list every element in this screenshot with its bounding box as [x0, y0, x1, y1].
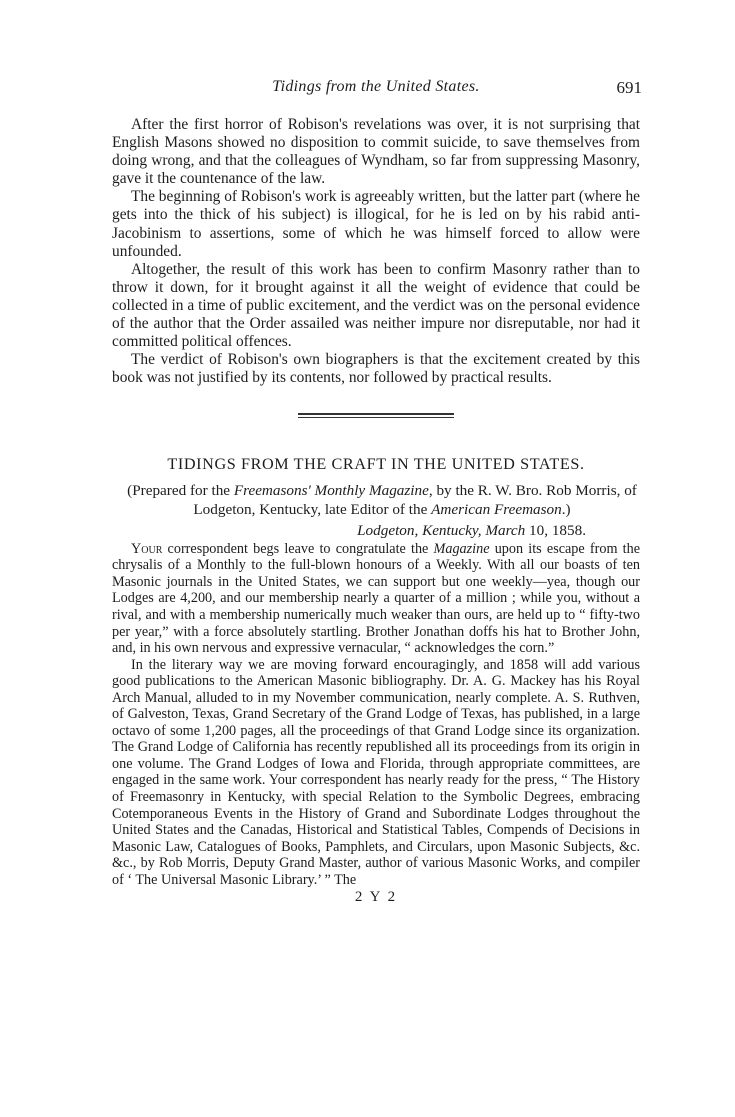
- dateline: [112, 521, 640, 541]
- byline-text: .): [561, 500, 571, 518]
- byline-magazine-title: Freemasons' Monthly Magazine: [233, 481, 429, 499]
- paragraph: Altogether, the result of this work has been to confirm Masonry rather than to throw it down, for it brought against it all the weight of evidence that could be collected in a time of public excitement, and the verdict was on the personal evidence of the author that the Order assailed was neither impure nor disreputable, nor had it committed political offences.: [112, 260, 640, 351]
- paragraph: In the literary way we are moving forward encouragingly, and 1858 will add various good publications to the American Masonic bibliography. Dr. A. G. Mackey has his Royal Arch Manual, alluded to in my November communication, nearly complete. A. S. Ruthven, of Galveston, Texas, Grand Secretary of the Grand Lodge of Texas, has published, in a large octavo of some 1,200 pages, all the proceedings of that Grand Lodge since its organization. The Grand Lodge of California has recently republished all its proceedings from its origin in one volume. The Grand Lodges of Iowa and Florida, through appropriate committees, are engaged in the same work. Your correspondent has nearly ready for the press, “ The History of Freemasonry in Kentucky, with special Relation to the Symbolic Degrees, embracing Cotemporaneous Events in the History of Grand and Subordinate Lodges throughout the United States and the Canadas, Historical and Statistical Tables, Compends of Decisions in Masonic Law, Catalogues of Books, Pamphlets, and Circulars, upon Masonic Subjects, &c. &c., by Rob Morris, Deputy Grand Master, author of various Masonic Works, and compiler of ‘ The Universal Masonic Library.’ ” The: [112, 656, 640, 888]
- article-tidings: [112, 454, 640, 888]
- running-header: [112, 78, 640, 100]
- signature-mark: 2 Y 2: [354, 889, 398, 906]
- dateline-place: Lodgeton, Kentucky, March: [357, 521, 526, 539]
- paragraph-text: correspondent begs leave to congratulate the: [162, 540, 434, 557]
- article-heading: TIDINGS FROM THE CRAFT IN THE UNITED STATES.: [167, 454, 585, 473]
- article-byline: [112, 481, 640, 519]
- paragraph-text: upon its escape from the chrysalis of a Monthly to the full-blown honours of a Weekly. With all our boasts of ten Masonic journals in the United States, we can support but one weekly—yea, though our Lodges are 4,200, and our membership nearly a quarter of a million ; while you, without a rival, and with a membership numerically much weaker than ours, are held up to “ fifty-two per year,” with a force absolutely startling. Brother Jonathan doffs his hat to Brother John, and, in his own nervous and expressive vernacular, “ acknowledges the corn.”: [112, 540, 641, 657]
- page-number: 691: [616, 78, 642, 97]
- running-title: Tidings from the United States.: [272, 78, 480, 95]
- paragraph: The verdict of Robison's own biographers is that the excitement created by this book was not justified by its contents, nor followed by practical results.: [112, 351, 640, 387]
- paragraph: The beginning of Robison's work is agreeably written, but the latter part (where he gets into the thick of his subject) is illogical, for he is led on by his rabid anti-Jacobinism to assertions, some of which he was himself forced to allow were unfounded.: [112, 188, 640, 260]
- paragraph: [112, 541, 640, 657]
- divider-line: [298, 413, 454, 414]
- dateline-date: 10, 1858.: [525, 521, 586, 539]
- page: [112, 0, 640, 906]
- article-robison-conclusion: [112, 116, 640, 387]
- byline-paper-title: American Freemason: [431, 500, 562, 518]
- divider-line: [298, 417, 454, 418]
- byline-text: , by the R. W. Bro. Rob Morris, of Lodgeton, Kentucky, late Editor of the: [193, 481, 637, 518]
- byline-text: (Prepared for the: [127, 481, 234, 499]
- italic-term: Magazine: [433, 540, 490, 557]
- section-divider: [298, 413, 454, 417]
- paragraph: After the first horror of Robison's revelations was over, it is not surprising that English Masons showed no disposition to commit suicide, to save themselves from doing wrong, and that the colleagues of Wyndham, so far from suppressing Masonry, gave it the countenance of the law.: [112, 116, 640, 188]
- lead-word: Your: [131, 540, 163, 557]
